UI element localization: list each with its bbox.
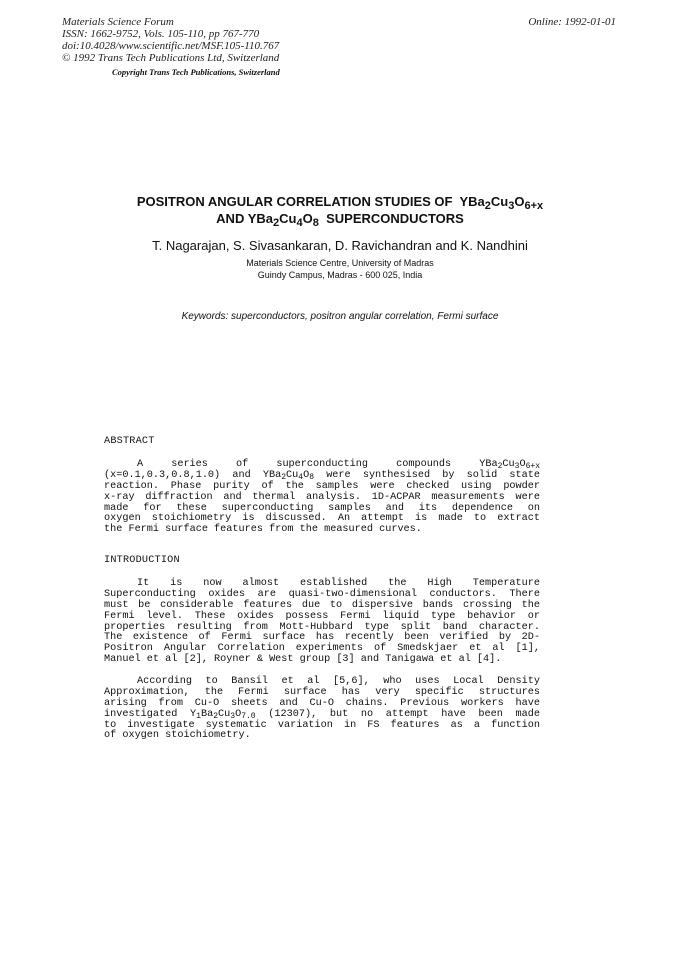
copyright-stamp: Copyright Trans Tech Publications, Switzerland [112, 67, 280, 77]
keywords [70, 311, 610, 322]
text-line: investigated $Y_1Ba_2Cu_3O_{7.0}$ (12307), but no attempt have been made [104, 708, 540, 721]
journal-copyright: © 1992 Trans Tech Publications Ltd, Switzerland [62, 52, 280, 64]
journal-name: Materials Science Forum [62, 16, 174, 28]
text-line: It is now almost established the High Temperature [137, 578, 540, 589]
author-list: T. Nagarajan, S. Sivasankaran, D. Ravichandran and K. Nandhini [152, 238, 528, 253]
chemical-formula: $Y_1Ba_2Cu_3O_{7.0}$ [190, 708, 256, 721]
title-formula-2: $YBa_2Cu_4O_8$ [247, 211, 319, 229]
keywords-label: Keywords: [181, 311, 229, 322]
text-line: A series of superconducting compounds $YBa_2Cu_3O_{6+x}$ [137, 459, 540, 471]
title-line-2: AND $YBa_2Cu_4O_8$ SUPERCONDUCTORS [216, 211, 464, 229]
text-line: oxygen stoichiometry is discussed. An attempt is made to extract [104, 513, 540, 525]
chemical-formula: $YBa_2Cu_3O_{6+x}$ [479, 459, 540, 471]
text-line: of oxygen stoichiometry. [104, 730, 251, 742]
introduction-heading: INTRODUCTION [104, 555, 180, 566]
text-line: The existence of Fermi surface has recently been verified by 2D- [104, 632, 540, 644]
keywords-value: superconductors, positron angular correlation, Fermi surface [231, 311, 499, 322]
text-line: must be considerable features due to dispersive bands crossing the [104, 599, 540, 611]
abstract-body [104, 460, 540, 536]
text-line: Superconducting oxides are quasi-two-dimensional conductors. There [104, 588, 540, 600]
text-line: made for these superconducting samples and its dependence on [104, 502, 540, 514]
text-line: Fermi level. These oxides possess Fermi liquid type behavior or [104, 610, 540, 622]
journal-header [62, 16, 279, 64]
paper-title [70, 193, 610, 227]
text-line: x-ray diffraction and thermal analysis. 1D-ACPAR measurements were [104, 491, 540, 503]
text-line: Manuel et al [2], Royner & West group [3] and Tanigawa et al [4]. [104, 654, 502, 666]
text-line: reaction. Phase purity of the samples were checked using powder [104, 480, 540, 492]
online-date: Online: 1992-01-01 [528, 16, 616, 28]
text-line: arising from Cu-O sheets and Cu-O chains. Previous workers have [104, 697, 540, 709]
text-line: Positron Angular Correlation experiments of Smedskjaer et al [1], [104, 643, 540, 655]
affiliation-line-1: Materials Science Centre, University of Madras [246, 258, 434, 268]
title-formula-1: $YBa_2Cu_3O_{6+x}$ [459, 194, 544, 212]
chemical-formula: $YBa_2Cu_4O_8$ [262, 469, 315, 482]
text-line: properties resulting from Mott-Hubbard type split band character. [104, 621, 540, 633]
text-line: Approximation, the Fermi surface has very specific structures [104, 686, 540, 698]
affiliation-line-2: Guindy Campus, Madras - 600 025, India [257, 270, 423, 280]
introduction-paragraph-2 [104, 677, 540, 742]
text-line: the Fermi surface features from the measured curves. [104, 524, 422, 536]
text-line: According to Bansil et al [5,6], who uses Local Density [137, 676, 540, 687]
journal-issn: ISSN: 1662-9752, Vols. 105-110, pp 767-770 [62, 28, 260, 40]
journal-doi: doi:10.4028/www.scientific.net/MSF.105-110.767 [62, 40, 280, 52]
text-line: (x=0.1,0.3,0.8,1.0) and $YBa_2Cu_4O_8$ were synthesised by solid state [104, 469, 540, 482]
text-line: to investigate systematic variation in FS features as a function [104, 719, 540, 731]
title-line-1: POSITRON ANGULAR CORRELATION STUDIES OF $YBa_2Cu_3O_{6+x}$ [136, 194, 544, 212]
introduction-paragraph-1 [104, 579, 540, 666]
abstract-heading: ABSTRACT [104, 436, 155, 447]
